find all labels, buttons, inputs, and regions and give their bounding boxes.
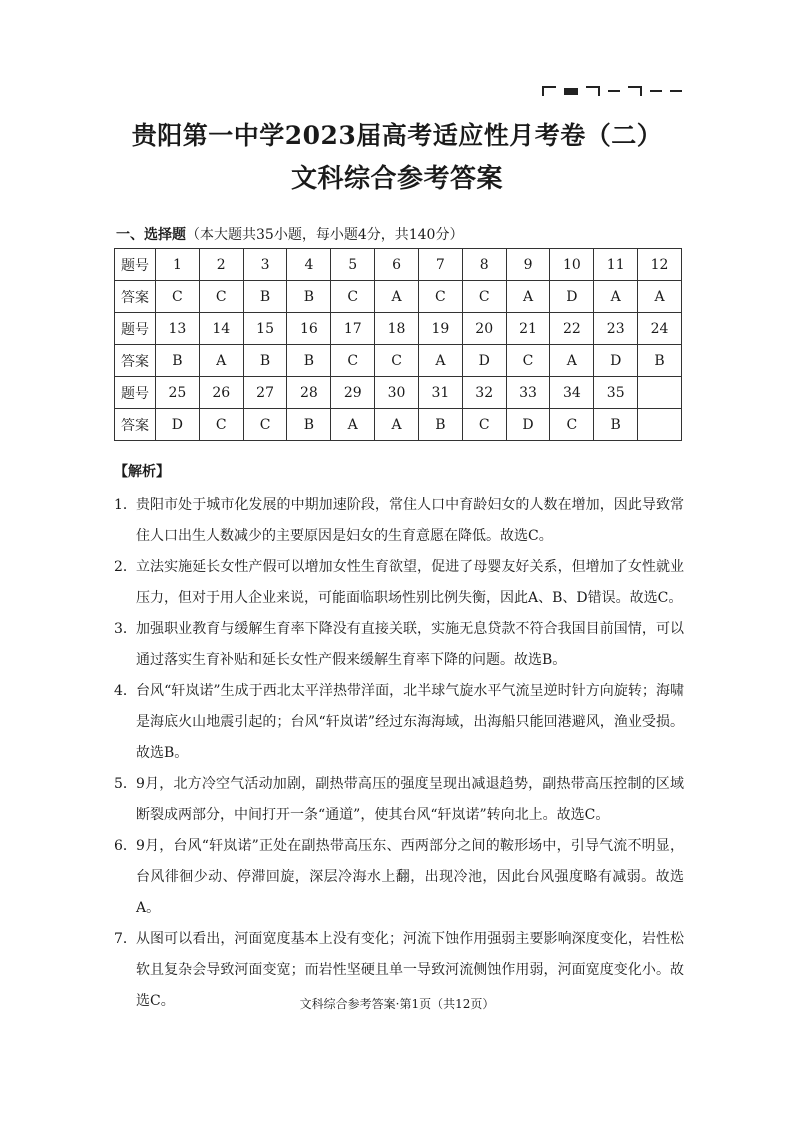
question-number-cell: 28 bbox=[287, 377, 331, 409]
question-number-cell: 4 bbox=[287, 249, 331, 281]
question-number-cell: 8 bbox=[462, 249, 506, 281]
question-number-cell: 23 bbox=[594, 313, 638, 345]
answer-cell: D bbox=[550, 281, 594, 313]
question-number-cell: 13 bbox=[156, 313, 200, 345]
answer-row bbox=[115, 281, 682, 313]
answer-cell: B bbox=[287, 345, 331, 377]
question-number-cell: 9 bbox=[506, 249, 550, 281]
analysis-list bbox=[114, 490, 684, 1017]
item-number: 4． bbox=[114, 683, 137, 699]
page-title: 贵阳第一中学2023届高考适应性月考卷（二） bbox=[131, 121, 663, 150]
item-text: 加强职业教育与缓解生育率下降没有直接关联，实施无息贷款不符合我国目前国情，可以通过落实生育补贴和延长女性产假来缓解生育率下降的问题。故选B。 bbox=[136, 621, 684, 668]
row-label: 题号 bbox=[115, 377, 156, 409]
answer-cell: B bbox=[418, 409, 462, 441]
answer-cell: C bbox=[550, 409, 594, 441]
analysis-item bbox=[114, 614, 684, 676]
row-label: 题号 bbox=[115, 249, 156, 281]
answer-cell: B bbox=[594, 409, 638, 441]
question-number-cell: 21 bbox=[506, 313, 550, 345]
answer-cell: C bbox=[418, 281, 462, 313]
item-number: 6． bbox=[114, 838, 137, 854]
item-text: 9月，北方冷空气活动加剧，副热带高压的强度呈现出减退趋势，副热带高压控制的区域断裂成两部分，中间打开一条“通道”，使其台风“轩岚诺”转向北上。故选C。 bbox=[136, 776, 684, 823]
question-number-cell: 15 bbox=[243, 313, 287, 345]
analysis-item bbox=[114, 552, 684, 614]
row-label: 答案 bbox=[115, 409, 156, 441]
question-number-cell: 18 bbox=[375, 313, 419, 345]
question-number-cell: 33 bbox=[506, 377, 550, 409]
answer-row bbox=[115, 345, 682, 377]
answer-cell: A bbox=[594, 281, 638, 313]
answer-cell: A bbox=[638, 281, 682, 313]
answer-cell: A bbox=[331, 409, 375, 441]
item-number: 5． bbox=[114, 776, 137, 792]
row-label: 答案 bbox=[115, 281, 156, 313]
answer-cell: C bbox=[199, 409, 243, 441]
item-text: 9月，台风“轩岚诺”正处在副热带高压东、西两部分之间的鞍形场中，引导气流不明显，台风徘徊少动、停滞回旋，深层冷海水上翻，出现冷池，因此台风强度略有减弱。故选A。 bbox=[136, 838, 684, 916]
answer-cell: C bbox=[156, 281, 200, 313]
analysis-item bbox=[114, 831, 684, 924]
answer-cell: C bbox=[462, 281, 506, 313]
page-footer: 文科综合参考答案·第1页（共12页） bbox=[299, 997, 495, 1011]
answer-cell: A bbox=[418, 345, 462, 377]
question-number-cell: 25 bbox=[156, 377, 200, 409]
question-number-cell: 5 bbox=[331, 249, 375, 281]
answer-cell: C bbox=[375, 345, 419, 377]
number-row bbox=[115, 313, 682, 345]
question-number-cell: 12 bbox=[638, 249, 682, 281]
answer-cell: D bbox=[462, 345, 506, 377]
corner-registration-mark bbox=[542, 86, 682, 96]
answer-cell: A bbox=[375, 281, 419, 313]
section-label: 一、选择题 bbox=[116, 227, 186, 243]
question-number-cell: 6 bbox=[375, 249, 419, 281]
answer-cell: A bbox=[550, 345, 594, 377]
question-number-cell: 19 bbox=[418, 313, 462, 345]
answer-cell: C bbox=[506, 345, 550, 377]
question-number-cell: 17 bbox=[331, 313, 375, 345]
question-number-cell: 2 bbox=[199, 249, 243, 281]
question-number-cell bbox=[638, 377, 682, 409]
answer-cell: C bbox=[199, 281, 243, 313]
section-heading bbox=[116, 224, 463, 244]
analysis-item bbox=[114, 769, 684, 831]
question-number-cell: 7 bbox=[418, 249, 462, 281]
question-number-cell: 29 bbox=[331, 377, 375, 409]
answer-cell: B bbox=[638, 345, 682, 377]
answer-cell: A bbox=[506, 281, 550, 313]
question-number-cell: 26 bbox=[199, 377, 243, 409]
question-number-cell: 11 bbox=[594, 249, 638, 281]
section-note: （本大题共35小题，每小题4分，共140分） bbox=[186, 227, 464, 243]
answer-cell: D bbox=[594, 345, 638, 377]
answer-cell: A bbox=[199, 345, 243, 377]
analysis-heading: 【解析】 bbox=[114, 464, 170, 480]
analysis-item bbox=[114, 676, 684, 769]
item-text: 立法实施延长女性产假可以增加女性生育欲望，促进了母婴友好关系，但增加了女性就业压力，但对于用人企业来说，可能面临职场性别比例失衡，因此A、B、D错误。故选C。 bbox=[136, 559, 684, 606]
question-number-cell: 34 bbox=[550, 377, 594, 409]
question-number-cell: 16 bbox=[287, 313, 331, 345]
question-number-cell: 22 bbox=[550, 313, 594, 345]
answer-cell: C bbox=[331, 345, 375, 377]
question-number-cell: 35 bbox=[594, 377, 638, 409]
question-number-cell: 10 bbox=[550, 249, 594, 281]
answer-cell: B bbox=[243, 281, 287, 313]
question-number-cell: 20 bbox=[462, 313, 506, 345]
item-number: 1． bbox=[114, 497, 137, 513]
answer-cell: B bbox=[287, 409, 331, 441]
answer-cell: C bbox=[243, 409, 287, 441]
question-number-cell: 31 bbox=[418, 377, 462, 409]
answer-cell: B bbox=[156, 345, 200, 377]
answer-cell: C bbox=[462, 409, 506, 441]
question-number-cell: 1 bbox=[156, 249, 200, 281]
answer-cell bbox=[638, 409, 682, 441]
answer-cell: B bbox=[243, 345, 287, 377]
item-text: 从图可以看出，河面宽度基本上没有变化；河流下蚀作用强弱主要影响深度变化，岩性松软且复杂会导致河面变宽；而岩性坚硬且单一导致河流侧蚀作用弱，河面宽度变化小。故选C。 bbox=[136, 931, 684, 1009]
answer-cell: B bbox=[287, 281, 331, 313]
number-row bbox=[115, 377, 682, 409]
answer-row bbox=[115, 409, 682, 441]
answer-cell: C bbox=[331, 281, 375, 313]
item-text: 台风“轩岚诺”生成于西北太平洋热带洋面，北半球气旋水平气流呈逆时针方向旋转；海啸是海底火山地震引起的；台风“轩岚诺”经过东海海域，出海船只能回港避风，渔业受损。故选B。 bbox=[136, 683, 684, 761]
item-text: 贵阳市处于城市化发展的中期加速阶段，常住人口中育龄妇女的人数在增加，因此导致常住人口出生人数减少的主要原因是妇女的生育意愿在降低。故选C。 bbox=[136, 497, 684, 544]
page-subtitle: 文科综合参考答案 bbox=[290, 164, 503, 194]
question-number-cell: 24 bbox=[638, 313, 682, 345]
number-row bbox=[115, 249, 682, 281]
answer-cell: A bbox=[375, 409, 419, 441]
question-number-cell: 32 bbox=[462, 377, 506, 409]
question-number-cell: 3 bbox=[243, 249, 287, 281]
question-number-cell: 30 bbox=[375, 377, 419, 409]
answer-cell: D bbox=[156, 409, 200, 441]
answer-table bbox=[114, 248, 682, 441]
question-number-cell: 27 bbox=[243, 377, 287, 409]
analysis-item bbox=[114, 490, 684, 552]
row-label: 题号 bbox=[115, 313, 156, 345]
item-number: 2． bbox=[114, 559, 137, 575]
row-label: 答案 bbox=[115, 345, 156, 377]
answer-cell: D bbox=[506, 409, 550, 441]
question-number-cell: 14 bbox=[199, 313, 243, 345]
item-number: 7． bbox=[114, 931, 137, 947]
item-number: 3． bbox=[114, 621, 137, 637]
